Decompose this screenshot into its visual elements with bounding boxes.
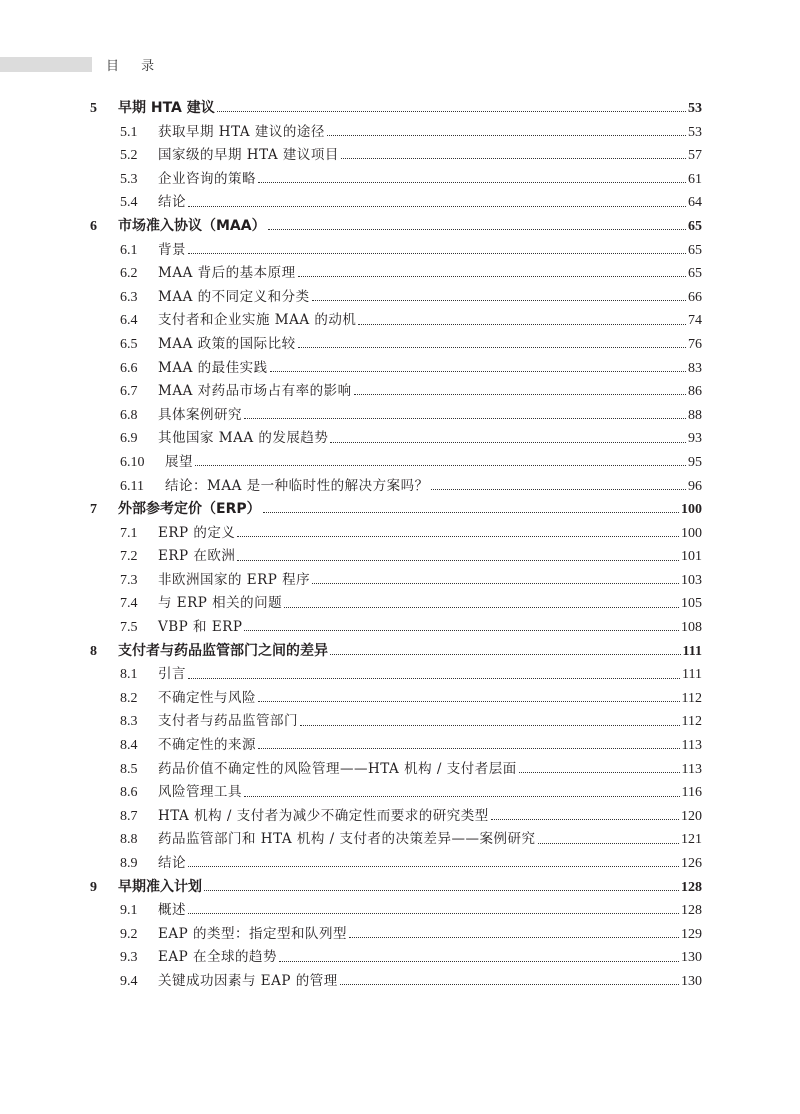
toc-section-entry[interactable] bbox=[90, 191, 702, 215]
entry-page-number: 74 bbox=[688, 313, 702, 329]
entry-page-number: 86 bbox=[688, 384, 702, 400]
entry-number: 7.4 bbox=[120, 596, 138, 612]
entry-title: 引言 bbox=[158, 666, 186, 683]
entry-title: MAA 背后的基本原理 bbox=[158, 265, 296, 282]
entry-number: 5.4 bbox=[120, 195, 138, 211]
entry-number: 6.4 bbox=[120, 313, 138, 329]
entry-page-number: 113 bbox=[681, 738, 702, 754]
toc-section-entry[interactable] bbox=[90, 970, 702, 994]
entry-title: 背景 bbox=[158, 241, 186, 258]
toc-section-entry[interactable] bbox=[90, 710, 702, 734]
toc-section-entry[interactable] bbox=[90, 592, 702, 616]
entry-number: 8.5 bbox=[120, 761, 138, 777]
entry-number: 8.6 bbox=[120, 785, 138, 801]
entry-title: EAP 在全球的趋势 bbox=[158, 949, 277, 966]
entry-number: 9.2 bbox=[120, 926, 138, 942]
entry-number: 6.2 bbox=[120, 266, 138, 282]
entry-page-number: 130 bbox=[681, 950, 702, 966]
toc-section-entry[interactable] bbox=[90, 781, 702, 805]
dot-leader bbox=[312, 583, 679, 584]
entry-title: 药品监管部门和 HTA 机构 / 支付者的决策差异——案例研究 bbox=[158, 831, 536, 848]
toc-chapter-entry[interactable] bbox=[90, 97, 702, 121]
entry-title: 风险管理工具 bbox=[158, 784, 242, 801]
dot-leader bbox=[330, 442, 686, 443]
toc-section-entry[interactable] bbox=[90, 404, 702, 428]
entry-number: 8.4 bbox=[120, 738, 138, 754]
entry-number: 9 bbox=[90, 879, 97, 895]
toc-section-entry[interactable] bbox=[90, 663, 702, 687]
entry-title: 具体案例研究 bbox=[158, 406, 242, 423]
entry-title: 结论 bbox=[158, 194, 186, 211]
entry-page-number: 95 bbox=[688, 454, 702, 470]
entry-number: 6.8 bbox=[120, 407, 138, 423]
toc-section-entry[interactable] bbox=[90, 805, 702, 829]
entry-page-number: 65 bbox=[688, 266, 702, 282]
entry-page-number: 126 bbox=[681, 856, 702, 871]
toc-section-entry[interactable] bbox=[90, 852, 702, 876]
entry-page-number: 93 bbox=[688, 431, 702, 447]
toc-section-entry[interactable] bbox=[90, 286, 702, 310]
toc-chapter-entry[interactable] bbox=[90, 215, 702, 239]
entry-page-number: 83 bbox=[688, 360, 702, 376]
entry-page-number: 53 bbox=[688, 101, 702, 116]
entry-number: 9.3 bbox=[120, 950, 138, 966]
entry-title: 支付者和企业实施 MAA 的动机 bbox=[158, 312, 357, 329]
dot-leader bbox=[298, 347, 686, 348]
dot-leader bbox=[268, 229, 686, 230]
entry-page-number: 113 bbox=[681, 761, 702, 777]
dot-leader bbox=[300, 725, 680, 726]
entry-page-number: 128 bbox=[681, 879, 702, 895]
dot-leader bbox=[258, 182, 686, 183]
entry-title: 企业咨询的策略 bbox=[158, 170, 256, 187]
dot-leader bbox=[237, 560, 679, 561]
dot-leader bbox=[279, 961, 679, 962]
entry-page-number: 53 bbox=[688, 124, 702, 140]
entry-title: ERP 的定义 bbox=[158, 524, 236, 541]
entry-title: EAP 的类型：指定型和队列型 bbox=[158, 925, 347, 942]
entry-page-number: 130 bbox=[681, 973, 702, 989]
entry-title: MAA 的最佳实践 bbox=[158, 359, 268, 376]
dot-leader bbox=[284, 607, 679, 608]
dot-leader bbox=[188, 678, 680, 679]
entry-number: 7.1 bbox=[120, 525, 138, 541]
entry-number: 7.5 bbox=[120, 620, 138, 636]
dot-leader bbox=[270, 371, 686, 372]
entry-title: 非欧洲国家的 ERP 程序 bbox=[158, 571, 311, 588]
entry-number: 5.3 bbox=[120, 171, 138, 187]
toc-section-entry[interactable] bbox=[90, 451, 702, 475]
dot-leader bbox=[258, 748, 680, 749]
entry-title: 展望 bbox=[165, 453, 193, 470]
entry-page-number: 101 bbox=[681, 549, 702, 565]
entry-page-number: 105 bbox=[681, 596, 702, 612]
entry-number: 6.7 bbox=[120, 384, 138, 400]
dot-leader bbox=[340, 984, 679, 985]
toc-section-entry[interactable] bbox=[90, 475, 702, 499]
entry-number: 8 bbox=[90, 643, 97, 659]
entry-page-number: 128 bbox=[681, 903, 702, 919]
entry-title: 概述 bbox=[158, 902, 186, 919]
dot-leader bbox=[204, 890, 679, 891]
entry-number: 8.8 bbox=[120, 832, 138, 848]
entry-number: 8.9 bbox=[120, 856, 138, 871]
entry-title: 早期准入计划 bbox=[118, 878, 202, 895]
entry-number: 6.1 bbox=[120, 242, 138, 258]
toc-section-entry[interactable] bbox=[90, 380, 702, 404]
dot-leader bbox=[341, 158, 686, 159]
entry-page-number: 64 bbox=[688, 195, 702, 211]
toc-section-entry[interactable] bbox=[90, 239, 702, 263]
toc-section-entry[interactable] bbox=[90, 899, 702, 923]
toc-section-entry[interactable] bbox=[90, 309, 702, 333]
dot-leader bbox=[349, 937, 679, 938]
dot-leader bbox=[244, 630, 679, 631]
entry-title: 获取早期 HTA 建议的途径 bbox=[158, 123, 325, 140]
toc-section-entry[interactable] bbox=[90, 616, 702, 640]
entry-title: ERP 在欧洲 bbox=[158, 548, 236, 565]
entry-number: 8.1 bbox=[120, 667, 138, 683]
entry-number: 5.1 bbox=[120, 124, 138, 140]
toc-section-entry[interactable] bbox=[90, 357, 702, 381]
dot-leader bbox=[195, 465, 686, 466]
dot-leader bbox=[312, 300, 686, 301]
entry-page-number: 112 bbox=[681, 714, 702, 730]
entry-page-number: 108 bbox=[681, 620, 702, 636]
entry-page-number: 116 bbox=[681, 785, 702, 801]
entry-page-number: 57 bbox=[688, 148, 702, 164]
entry-number: 5 bbox=[90, 101, 97, 116]
toc-chapter-entry[interactable] bbox=[90, 640, 702, 664]
entry-title: 支付者与药品监管部门 bbox=[158, 713, 298, 730]
toc-section-entry[interactable] bbox=[90, 522, 702, 546]
entry-title: 不确定性的来源 bbox=[158, 737, 256, 754]
entry-number: 6.11 bbox=[120, 478, 144, 494]
entry-page-number: 65 bbox=[688, 242, 702, 258]
toc-section-entry[interactable] bbox=[90, 121, 702, 145]
entry-title: VBP 和 ERP bbox=[158, 619, 243, 636]
table-of-contents bbox=[90, 97, 702, 994]
toc-section-entry[interactable] bbox=[90, 545, 702, 569]
toc-section-entry[interactable] bbox=[90, 427, 702, 451]
toc-section-entry[interactable] bbox=[90, 828, 702, 852]
entry-page-number: 112 bbox=[681, 690, 702, 706]
dot-leader bbox=[188, 253, 686, 254]
dot-leader bbox=[298, 276, 686, 277]
dot-leader bbox=[538, 843, 679, 844]
entry-number: 7.3 bbox=[120, 572, 138, 588]
entry-page-number: 88 bbox=[688, 407, 702, 423]
dot-leader bbox=[491, 819, 679, 820]
entry-title: 支付者与药品监管部门之间的差异 bbox=[118, 642, 328, 659]
entry-title: 外部参考定价（ERP） bbox=[118, 501, 261, 518]
entry-page-number: 76 bbox=[688, 336, 702, 352]
dot-leader bbox=[330, 654, 681, 655]
entry-number: 9.4 bbox=[120, 973, 138, 989]
entry-page-number: 61 bbox=[688, 171, 702, 187]
entry-page-number: 66 bbox=[688, 289, 702, 305]
page-header-title: 目 录 bbox=[106, 59, 164, 74]
entry-number: 8.2 bbox=[120, 690, 138, 706]
dot-leader bbox=[188, 206, 686, 207]
entry-page-number: 129 bbox=[681, 926, 702, 942]
entry-title: 国家级的早期 HTA 建议项目 bbox=[158, 147, 339, 164]
dot-leader bbox=[244, 796, 680, 797]
dot-leader bbox=[237, 536, 679, 537]
entry-page-number: 111 bbox=[682, 667, 702, 683]
toc-section-entry[interactable] bbox=[90, 569, 702, 593]
entry-title: 关键成功因素与 EAP 的管理 bbox=[158, 972, 338, 989]
entry-number: 6.5 bbox=[120, 336, 138, 352]
entry-page-number: 100 bbox=[681, 502, 702, 518]
dot-leader bbox=[358, 324, 686, 325]
toc-chapter-entry[interactable] bbox=[90, 876, 702, 900]
dot-leader bbox=[258, 701, 680, 702]
entry-title: MAA 的不同定义和分类 bbox=[158, 288, 310, 305]
toc-chapter-entry[interactable] bbox=[90, 498, 702, 522]
entry-page-number: 96 bbox=[688, 478, 702, 494]
entry-title: 与 ERP 相关的问题 bbox=[158, 595, 283, 612]
entry-number: 6.10 bbox=[120, 454, 145, 470]
dot-leader bbox=[188, 866, 679, 867]
dot-leader bbox=[244, 418, 686, 419]
header-decoration-bar bbox=[0, 57, 92, 72]
toc-section-entry[interactable] bbox=[90, 758, 702, 782]
toc-section-entry[interactable] bbox=[90, 734, 702, 758]
entry-title: 药品价值不确定性的风险管理——HTA 机构 / 支付者层面 bbox=[158, 760, 517, 777]
entry-title: 结论：MAA 是一种临时性的解决方案吗？ bbox=[165, 477, 429, 494]
dot-leader bbox=[354, 394, 686, 395]
entry-title: 结论 bbox=[158, 855, 186, 871]
entry-number: 8.3 bbox=[120, 714, 138, 730]
entry-number: 6 bbox=[90, 218, 97, 234]
entry-page-number: 65 bbox=[688, 218, 702, 234]
entry-title: 不确定性与风险 bbox=[158, 689, 256, 706]
entry-number: 7.2 bbox=[120, 549, 138, 565]
entry-number: 8.7 bbox=[120, 808, 138, 824]
entry-page-number: 121 bbox=[681, 832, 702, 848]
entry-title: 早期 HTA 建议 bbox=[118, 100, 215, 116]
entry-title: HTA 机构 / 支付者为减少不确定性而要求的研究类型 bbox=[158, 807, 489, 824]
entry-page-number: 111 bbox=[682, 643, 702, 659]
dot-leader bbox=[431, 489, 686, 490]
entry-title: MAA 对药品市场占有率的影响 bbox=[158, 383, 352, 400]
entry-page-number: 103 bbox=[681, 572, 702, 588]
entry-number: 5.2 bbox=[120, 148, 138, 164]
toc-section-entry[interactable] bbox=[90, 333, 702, 357]
dot-leader bbox=[263, 512, 679, 513]
dot-leader bbox=[519, 772, 680, 773]
entry-title: 市场准入协议（MAA） bbox=[118, 217, 266, 234]
dot-leader bbox=[327, 135, 686, 136]
toc-section-entry[interactable] bbox=[90, 168, 702, 192]
toc-section-entry[interactable] bbox=[90, 946, 702, 970]
dot-leader bbox=[188, 913, 679, 914]
entry-number: 6.6 bbox=[120, 360, 138, 376]
entry-page-number: 120 bbox=[681, 808, 702, 824]
toc-section-entry[interactable] bbox=[90, 687, 702, 711]
entry-number: 9.1 bbox=[120, 903, 138, 919]
entry-title: MAA 政策的国际比较 bbox=[158, 335, 296, 352]
entry-page-number: 100 bbox=[681, 525, 702, 541]
dot-leader bbox=[217, 111, 686, 112]
entry-number: 6.9 bbox=[120, 431, 138, 447]
entry-number: 6.3 bbox=[120, 289, 138, 305]
toc-section-entry[interactable] bbox=[90, 262, 702, 286]
toc-section-entry[interactable] bbox=[90, 923, 702, 947]
entry-number: 7 bbox=[90, 502, 97, 518]
entry-title: 其他国家 MAA 的发展趋势 bbox=[158, 430, 329, 447]
toc-section-entry[interactable] bbox=[90, 144, 702, 168]
